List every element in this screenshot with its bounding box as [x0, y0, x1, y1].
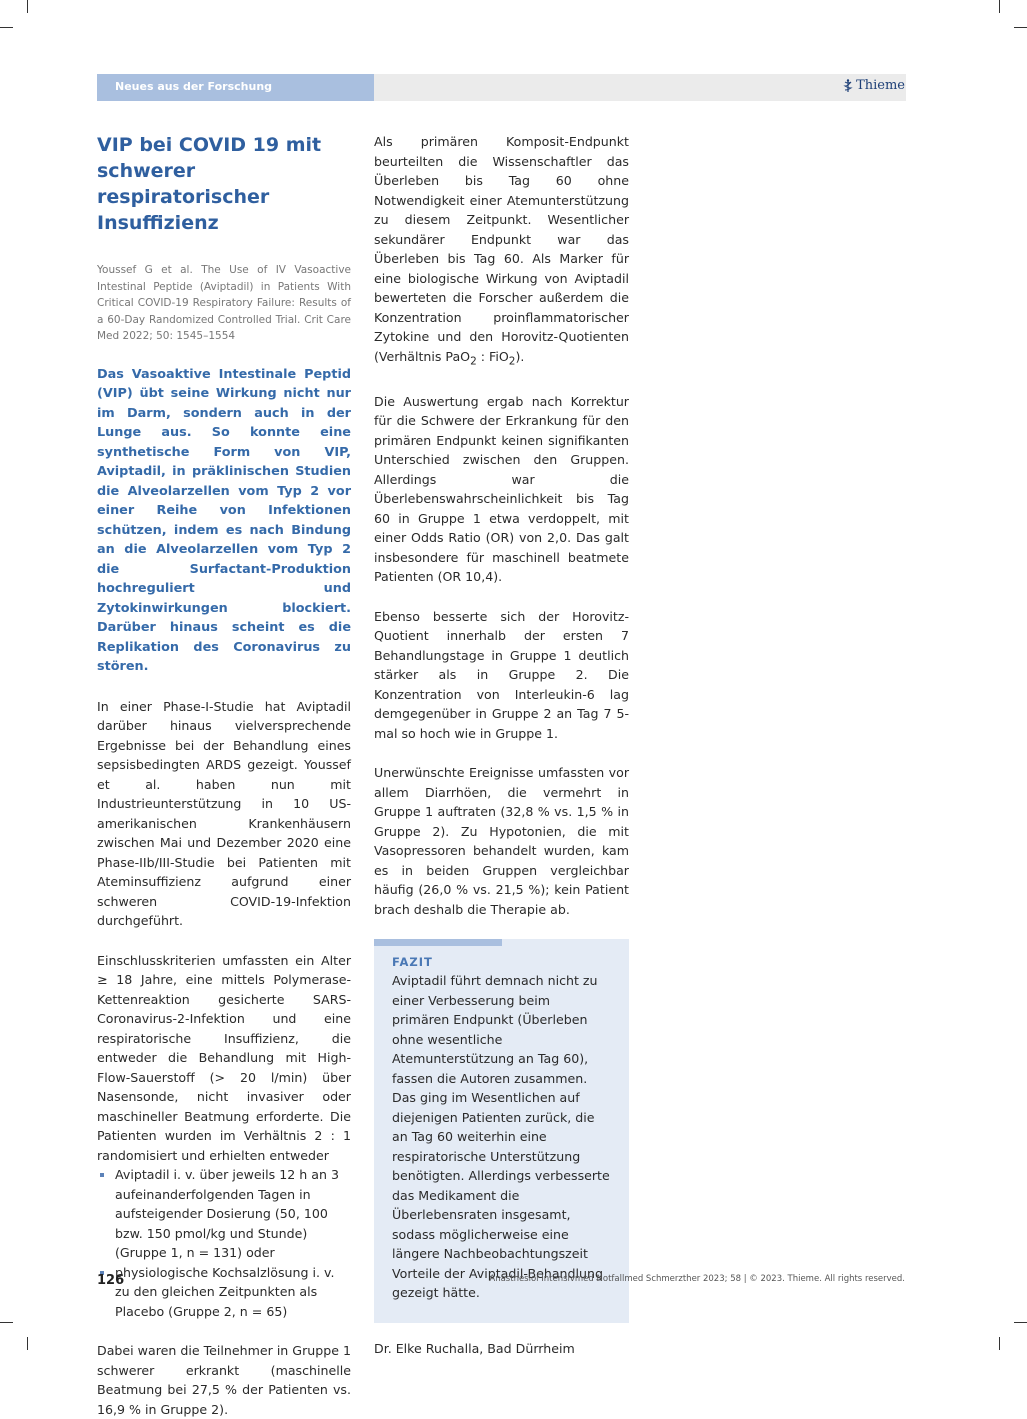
- body-paragraph: Die Auswertung ergab nach Korrektur für die Schwere der Erkrankung für den primären Endpunkt keinen signifikanten Unterschied zwischen den Gruppen. Allerdings war die Überlebenswahrscheinlichkeit bis Tag 60 in Gruppe 1 etwa verdoppelt, mit einer Odds Ratio (OR) von 2,0. Das galt insbesondere für maschinell beatmete Patienten (OR 10,4).: [374, 393, 629, 585]
- left-column: [97, 132, 351, 1419]
- section-header: [97, 74, 374, 101]
- subscript: 2: [470, 355, 477, 368]
- fazit-text: Aviptadil führt demnach nicht zu einer Verbesserung beim primären Endpunkt (Überleben ohne wesentliche Atemunterstützung an Tag 60), fassen die Autoren zusammen. Das ging im Wesentlichen auf diejenigen Patienten zurück, die an Tag 60 weiterhin eine respiratorische Unterstützung benötigten. Allerdings verbesserte das Medikament die Überlebensraten insgesamt, sodass möglicherweise eine längere Nachbeobachtungszeit Vorteile der Aviptadil-Behandlung gezeigt hätte.: [392, 973, 610, 1301]
- body-text: Als primären Komposit-Endpunkt beurteilten die Wissenschaftler das Überleben bis Tag 60 ohne Notwendigkeit einer Atemunterstützung zu diesem Zeitpunkt. Wesentlicher sekundärer Endpunkt war das Überleben bis Tag 60. Als Marker für eine biologische Wirkung von Aviptadil bewerteten die Forscher außerdem die Konzentration proinflammatorischer Zytokine und den Horovitz-Quotienten (Verhältnis PaO: [374, 134, 629, 364]
- body-paragraph: Einschlusskriterien umfassten ein Alter ≥ 18 Jahre, eine mittels Polymerase-Kettenreaktion gesicherte SARS-Coronavirus-2-Infektion und eine respiratorische Insuffizienz, die entweder die Behandlung mit High-Flow-Sauerstoff (> 20 l/min) über Nasensonde, nicht invasiver oder maschineller Beatmung erforderte. Die Patienten wurden im Verhältnis 2 : 1 randomisiert und erhielten entweder: [97, 952, 351, 1163]
- list-item-text: physiologische Kochsalzlösung i. v. zu den gleichen Zeitpunkten als Placebo (Gruppe 2, n = 65): [115, 1264, 335, 1319]
- body-text: : FiO: [476, 348, 509, 364]
- fazit-heading: FAZIT: [392, 955, 433, 970]
- subscript: 2: [508, 355, 516, 368]
- body-paragraph: Ebenso besserte sich der Horovitz-Quotient innerhalb der ersten 7 Behandlungstage in Gruppe 1 deutlich stärker als in Gruppe 2. Die Konzentration von Interleukin-6 lag demgegenüber in Gruppe 2 an Tag 7 5-mal so hoch wie in Gruppe 1.: [374, 608, 629, 741]
- fazit-accent-bar: [374, 939, 502, 946]
- body-paragraph: Unerwünschte Ereignisse umfassten vor allem Diarrhöen, die vermehrt in Gruppe 1 auftraten (32,8 % vs. 1,5 % in Gruppe 2). Zu Hypotonien, die mit Vasopressoren behandelt wurden, kam es in beiden Gruppen vergleichbar häufig (26,0 % vs. 21,5 %); kein Patient brach deshalb die Therapie ab.: [374, 765, 629, 917]
- fazit-box: [374, 939, 629, 1323]
- section-label: Neues aus der Forschung: [115, 80, 273, 93]
- crop-mark: [27, 1337, 28, 1350]
- citation: Youssef G et al. The Use of IV Vasoactive Intestinal Peptide (Aviptadil) in Patients With Critical COVID-19 Respiratory Failure: Results of a 60-Day Randomized Controlled Trial. Crit Care Med 2022; 50: 1545–1554: [97, 264, 351, 342]
- middle-column: [374, 132, 629, 1358]
- body-paragraph: Dabei waren die Teilnehmer in Gruppe 1 schwerer erkrankt (maschinelle Beatmung bei 27,5 % der Patienten vs. 16,9 % in Gruppe 2).: [97, 1343, 351, 1417]
- body-paragraph: [374, 132, 629, 372]
- body-text: ).: [515, 348, 525, 364]
- bullet-icon: [100, 1173, 104, 1177]
- article-title: VIP bei COVID 19 mit schwerer respiratorischer Insuffizienz: [97, 134, 322, 234]
- crop-mark: [999, 1337, 1000, 1350]
- caduceus-icon: [842, 79, 854, 93]
- thieme-logo: [842, 78, 905, 93]
- crop-mark: [27, 0, 28, 13]
- author: Dr. Elke Ruchalla, Bad Dürrheim: [374, 1340, 575, 1356]
- crop-mark: [0, 27, 13, 28]
- journal-footer: Anästhesiol Intensivmed Notfallmed Schmerzther 2023; 58 | © 2023. Thieme. All rights reserved.: [489, 1274, 905, 1284]
- crop-mark: [1014, 1322, 1027, 1323]
- lead-paragraph: Das Vasoaktive Intestinale Peptid (VIP) übt seine Wirkung nicht nur im Darm, sondern auch in der Lunge aus. So konnte eine synthetische Form von VIP, Aviptadil, in präklinischen Studien die Alveolarzellen vom Typ 2 vor einer Reihe von Infektionen schützen, indem es nach Bindung an die Alveolarzellen vom Typ 2 die Surfactant-Produktion hochreguliert und Zytokinwirkungen blockiert. Darüber hinaus scheint es die Replikation des Coronavirus zu stören.: [97, 366, 351, 674]
- list-item-text: Aviptadil i. v. über jeweils 12 h an 3 aufeinanderfolgenden Tagen in aufsteigender Dosierung (50, 100 bzw. 150 pmol/kg und Stunde) (Gruppe 1, n = 131) oder: [115, 1167, 339, 1260]
- crop-mark: [1014, 27, 1027, 28]
- list-item: [97, 1165, 351, 1263]
- body-paragraph: In einer Phase-I-Studie hat Aviptadil darüber hinaus vielversprechende Ergebnisse bei der Behandlung eines sepsisbedingten ARDS gezeigt. Youssef et al. haben nun mit Industrieunterstützung in 10 US-amerikanischen Krankenhäusern zwischen Mai und Dezember 2020 eine Phase-IIb/III-Studie bei Patienten mit Ateminsuffizienz aufgrund einer schweren COVID-19-Infektion durchgeführt.: [97, 698, 351, 928]
- crop-mark: [999, 0, 1000, 13]
- list-item: [97, 1263, 351, 1322]
- treatment-list: [97, 1165, 351, 1321]
- page-number: 126: [97, 1273, 125, 1288]
- logo-text: Thieme: [856, 78, 905, 93]
- crop-mark: [0, 1322, 13, 1323]
